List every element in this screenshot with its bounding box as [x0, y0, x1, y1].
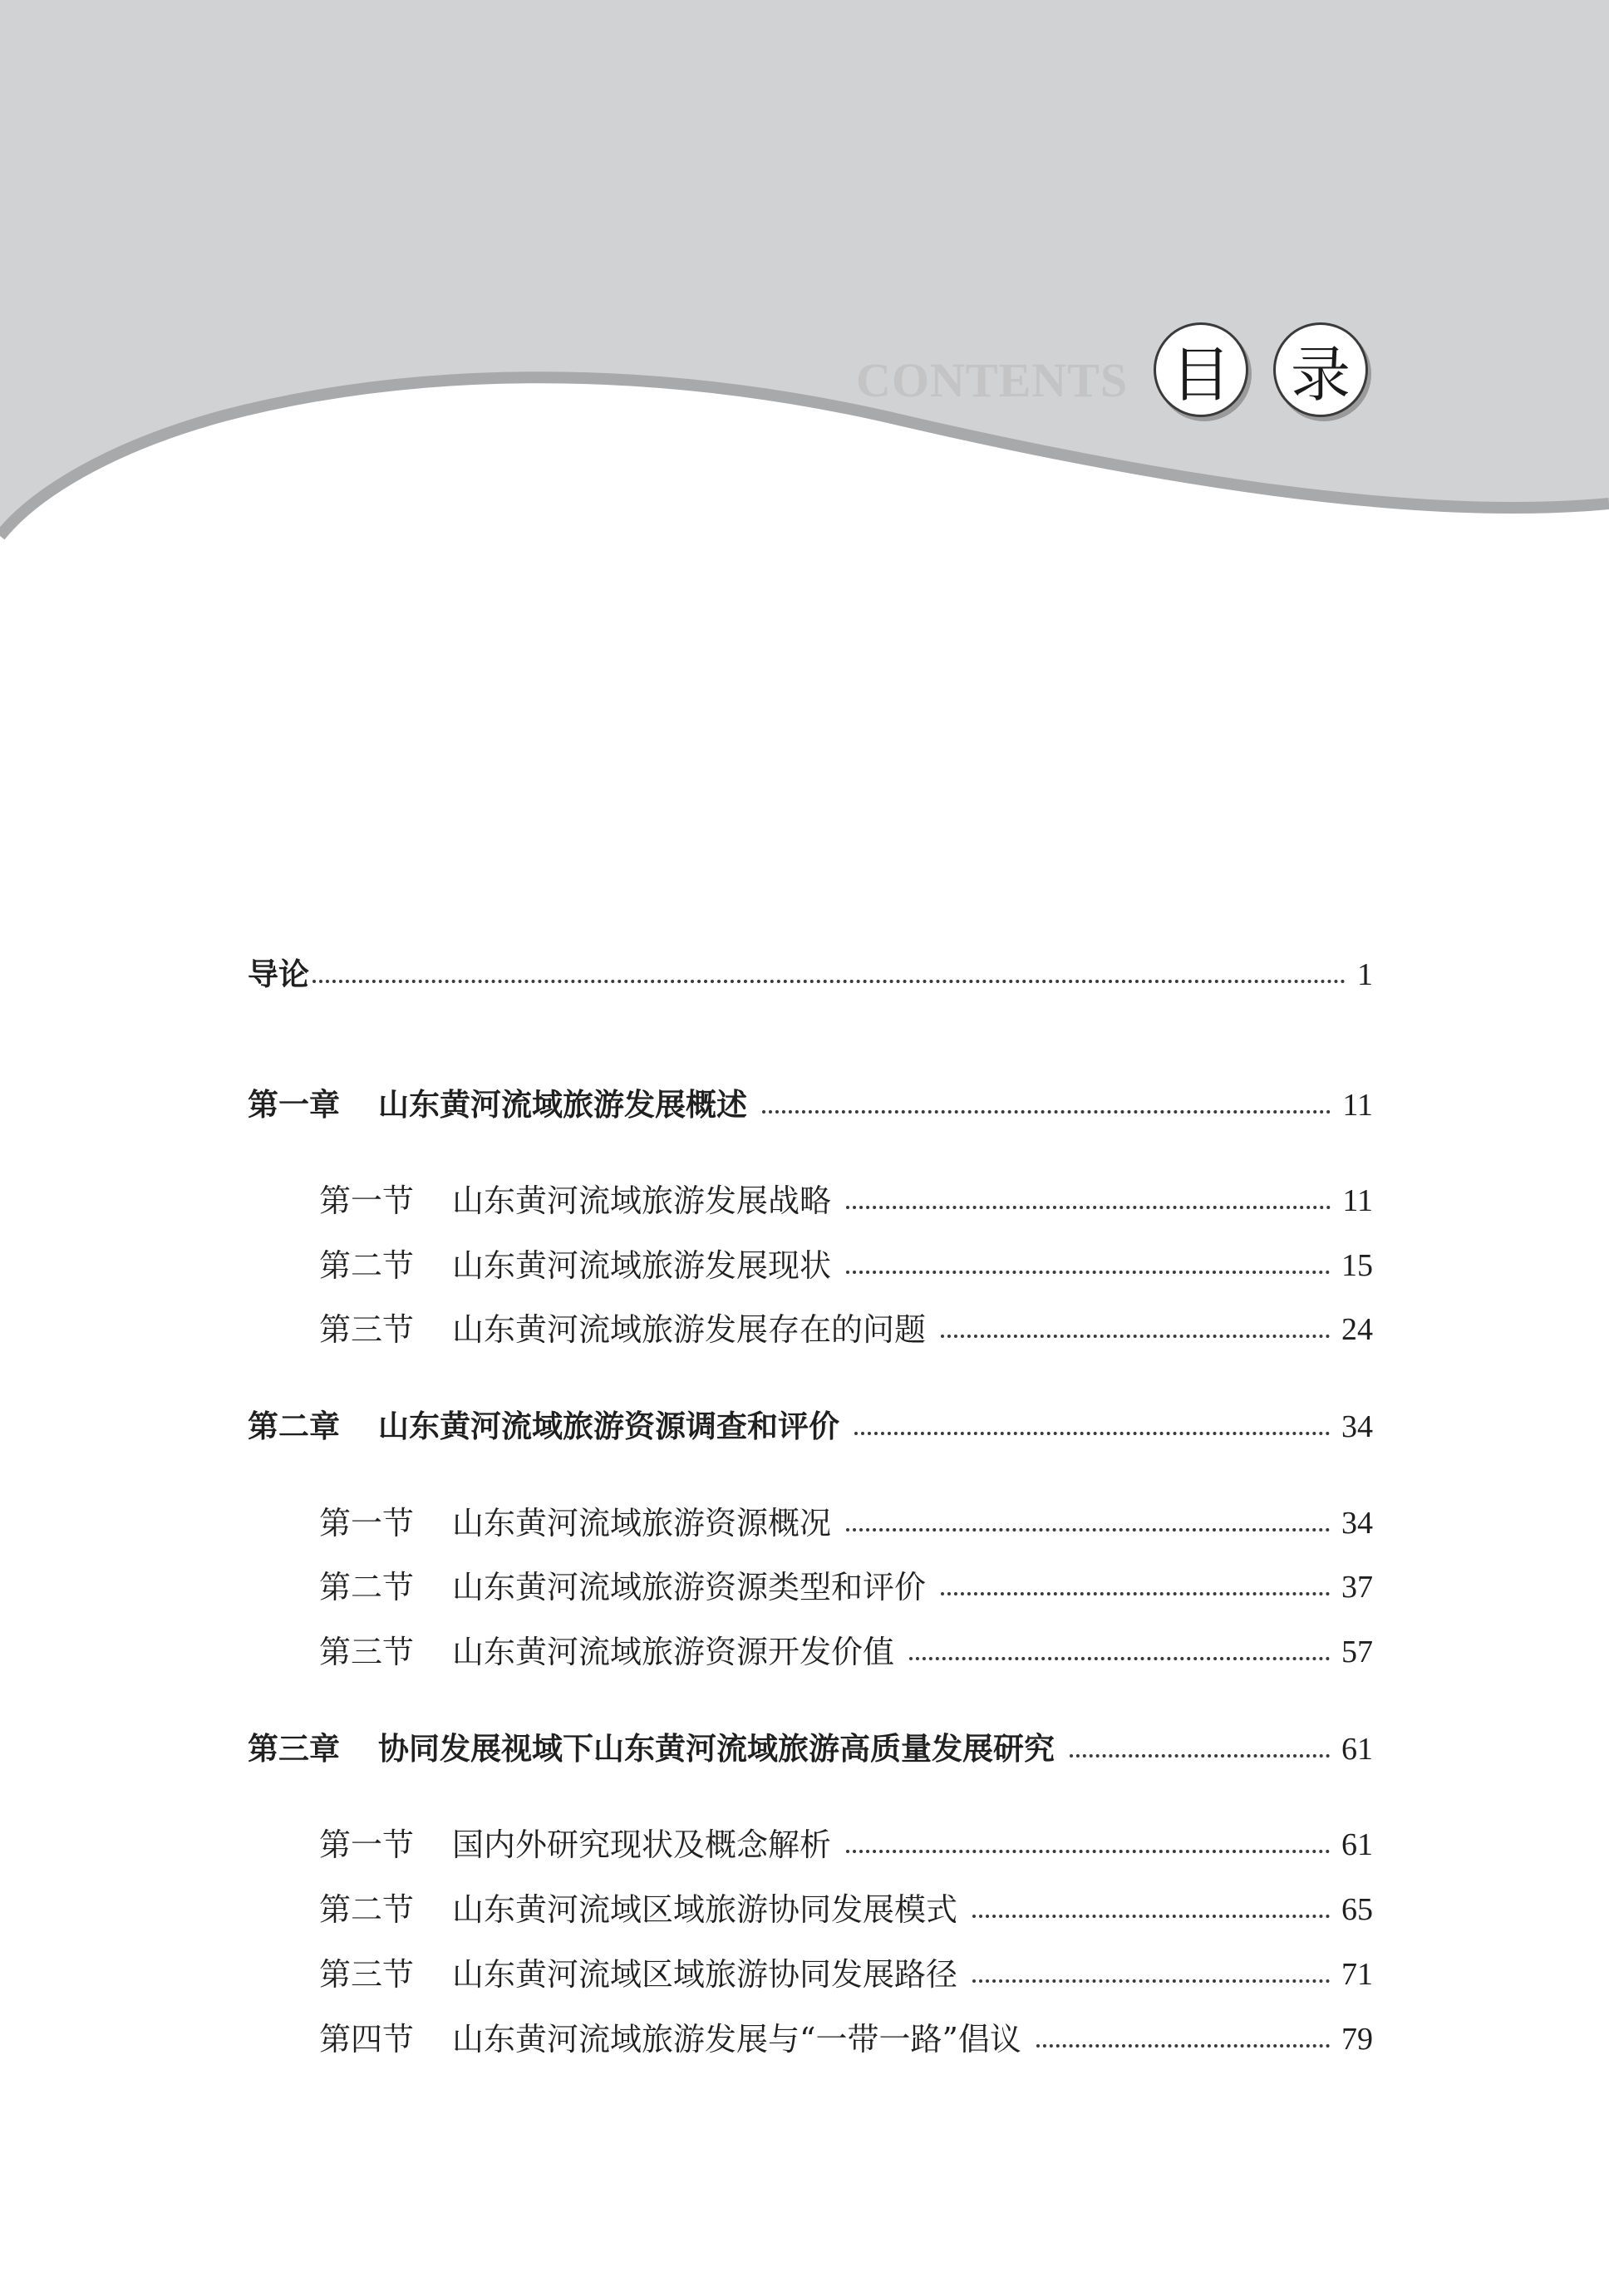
section-title: 山东黄河流域旅游资源类型和评价 — [452, 1569, 927, 1605]
page-number: 11 — [1342, 1088, 1373, 1123]
section-title: 山东黄河流域旅游发展现状 — [452, 1247, 832, 1284]
dot-leader — [312, 980, 1346, 983]
dot-leader — [854, 1432, 1330, 1435]
section-label: 第一节 — [319, 1826, 415, 1863]
section-label: 第二节 — [319, 1569, 415, 1605]
page-number: 15 — [1341, 1248, 1373, 1283]
dot-leader — [762, 1110, 1331, 1114]
dot-leader — [846, 1206, 1331, 1209]
dot-leader — [909, 1657, 1330, 1660]
section-title: 山东黄河流域区域旅游协同发展模式 — [452, 1891, 958, 1928]
chapter-title: 山东黄河流域旅游资源调查和评价 — [378, 1409, 839, 1444]
section-label: 第四节 — [319, 2021, 415, 2058]
page-number: 37 — [1341, 1570, 1373, 1605]
dot-leader — [941, 1592, 1330, 1595]
entry-title: 导论 — [248, 956, 309, 992]
section-title: 山东黄河流域旅游发展与“一带一路”倡议 — [452, 2021, 1021, 2058]
toc-section-2-2[interactable] — [319, 1562, 1373, 1612]
toc-section-1-2[interactable] — [319, 1241, 1373, 1291]
dot-leader — [1036, 2044, 1330, 2048]
toc-section-2-1[interactable] — [319, 1498, 1373, 1548]
section-title: 山东黄河流域旅游资源概况 — [452, 1505, 832, 1541]
chapter-label: 第三章 — [248, 1731, 340, 1767]
page-number: 61 — [1341, 1827, 1373, 1862]
toc-chapter-1[interactable] — [248, 1080, 1373, 1130]
toc-section-3-2[interactable] — [319, 1885, 1373, 1935]
page-number: 71 — [1341, 1957, 1373, 1992]
page-number: 34 — [1341, 1506, 1373, 1541]
dot-leader — [941, 1335, 1330, 1338]
dot-leader — [846, 1850, 1330, 1853]
header-wave-band — [0, 0, 1609, 548]
section-label: 第一节 — [319, 1182, 415, 1219]
section-label: 第二节 — [319, 1247, 415, 1284]
page-number: 1 — [1357, 957, 1373, 992]
toc-section-3-1[interactable] — [319, 1820, 1373, 1870]
dot-leader — [846, 1528, 1330, 1531]
dot-leader — [1070, 1754, 1330, 1758]
chapter-title: 山东黄河流域旅游发展概述 — [378, 1087, 747, 1123]
toc-section-1-1[interactable] — [319, 1176, 1373, 1226]
toc-chapter-2[interactable] — [248, 1402, 1373, 1452]
page-number: 79 — [1341, 2022, 1373, 2057]
toc-entry-intro[interactable] — [248, 950, 1373, 1000]
dot-leader — [972, 1979, 1330, 1983]
chapter-label: 第二章 — [248, 1409, 340, 1444]
chapter-label: 第一章 — [248, 1087, 340, 1123]
toc-heading — [856, 322, 1380, 439]
section-label: 第三节 — [319, 1956, 415, 1993]
dot-leader — [846, 1271, 1330, 1274]
heading-char-mu: 目 — [1154, 322, 1248, 417]
heading-char-lu: 录 — [1273, 322, 1368, 417]
chapter-title: 协同发展视域下山东黄河流域旅游高质量发展研究 — [378, 1731, 1055, 1767]
dot-leader — [972, 1915, 1330, 1918]
section-title: 国内外研究现状及概念解析 — [452, 1826, 832, 1863]
toc-chapter-3[interactable] — [248, 1724, 1373, 1774]
section-label: 第三节 — [319, 1634, 415, 1670]
section-title: 山东黄河流域区域旅游协同发展路径 — [452, 1956, 958, 1993]
toc-section-3-3[interactable] — [319, 1949, 1373, 1999]
page-number: 57 — [1341, 1635, 1373, 1669]
section-title: 山东黄河流域旅游发展战略 — [452, 1182, 832, 1219]
section-label: 第一节 — [319, 1505, 415, 1541]
toc-section-2-3[interactable] — [319, 1627, 1373, 1677]
page-number: 11 — [1342, 1183, 1373, 1218]
contents-word: CONTENTS — [856, 353, 1129, 407]
page-number: 34 — [1341, 1409, 1373, 1444]
section-title: 山东黄河流域旅游发展存在的问题 — [452, 1311, 927, 1348]
section-label: 第三节 — [319, 1311, 415, 1348]
page-number: 65 — [1341, 1892, 1373, 1927]
toc-section-1-3[interactable] — [319, 1305, 1373, 1354]
section-title: 山东黄河流域旅游资源开发价值 — [452, 1634, 895, 1670]
page-number: 61 — [1341, 1732, 1373, 1767]
page-number: 24 — [1341, 1312, 1373, 1347]
section-label: 第二节 — [319, 1891, 415, 1928]
toc-section-3-4[interactable] — [319, 2014, 1373, 2064]
